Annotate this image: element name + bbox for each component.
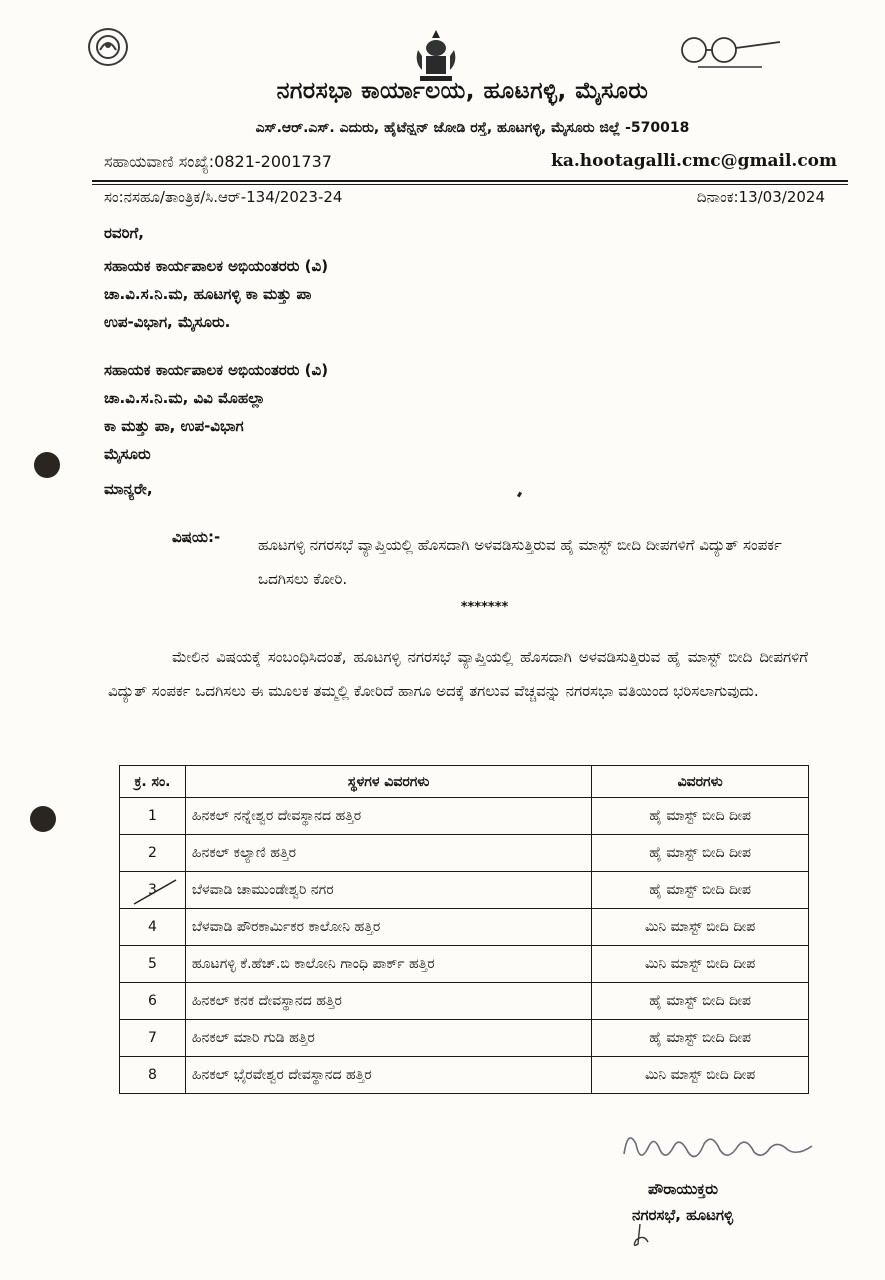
- detail-cell: ಹೈ ಮಾಸ್ಟ್ ಬೀದಿ ದೀಪ: [592, 872, 809, 909]
- header-divider-thin: [92, 184, 848, 185]
- serial-cell: [120, 872, 186, 909]
- address-line: ಉಪ-ವಿಭಾಗ, ಮೈಸೂರು.: [104, 313, 231, 331]
- detail-cell: ಹೈ ಮಾಸ್ಟ್ ಬೀದಿ ದೀಪ: [592, 798, 809, 835]
- location-cell: ಹಿನಕಲ್ ಕನಕ ದೇವಸ್ಥಾನದ ಹತ್ತಿರ: [185, 983, 591, 1020]
- table-row: [120, 798, 809, 835]
- table-row: [120, 835, 809, 872]
- swachh-bharat-logo-icon: [672, 34, 787, 74]
- office-email: ka.hootagalli.cmc@gmail.com: [551, 151, 837, 171]
- detail-cell: ಹೈ ಮಾಸ್ಟ್ ಬೀದಿ ದೀಪ: [592, 1020, 809, 1057]
- table-row: [120, 1020, 809, 1057]
- signatory-designation: ಪೌರಾಯುಕ್ತರು: [648, 1180, 718, 1198]
- reference-number: ಸಂ:ನಸಹೂ/ತಾಂತ್ರಿಕ/ಸಿ.ಆರ್-134/2023-24: [104, 188, 343, 206]
- serial-cell: 4: [120, 909, 186, 946]
- letter-date: ದಿನಾಂಕ:13/03/2024: [696, 188, 825, 206]
- salutation: ಮಾನ್ಯರೇ,: [104, 480, 153, 498]
- detail-cell: ಹೈ ಮಾಸ್ಟ್ ಬೀದಿ ದೀಪ: [592, 835, 809, 872]
- address-line: ಚಾ.ವಿ.ಸ.ನಿ.ಮ, ಹೂಟಗಳ್ಳಿ ಕಾ ಮತ್ತು ಪಾ: [104, 285, 312, 303]
- location-cell: ಹಿನಕಲ್ ಭೈರವೇಶ್ವರ ದೇವಸ್ಥಾನದ ಹತ್ತಿರ: [185, 1057, 591, 1094]
- header-location: ಸ್ಥಳಗಳ ವಿವರಗಳು: [185, 766, 591, 798]
- address-line: ಚಾ.ವಿ.ಸ.ನಿ.ಮ, ವಿವಿ ಮೊಹಲ್ಲಾ: [104, 389, 266, 407]
- location-cell: ಬೆಳವಾಡಿ ಚಾಮುಂಡೇಶ್ವರಿ ನಗರ: [185, 872, 591, 909]
- pen-strike-mark: [132, 878, 180, 906]
- helpline-number: ಸಹಾಯವಾಣಿ ಸಂಖ್ಯೆ:0821-2001737: [104, 152, 332, 171]
- header-divider: [92, 180, 848, 182]
- punch-hole: [30, 806, 56, 832]
- table-row: [120, 983, 809, 1020]
- serial-cell: 1: [120, 798, 186, 835]
- detail-cell: ಮಿನಿ ಮಾಸ್ಟ್ ಬೀದಿ ದೀಪ: [592, 909, 809, 946]
- signatory-office: ನಗರಸಭೆ, ಹೂಟಗಳ್ಳಿ: [632, 1206, 734, 1224]
- serial-cell: 5: [120, 946, 186, 983]
- detail-cell: ಮಿನಿ ಮಾಸ್ಟ್ ಬೀದಿ ದೀಪ: [592, 1057, 809, 1094]
- state-emblem-icon: [408, 26, 464, 84]
- recipient-address-1: [104, 252, 328, 336]
- organization-title: ನಗರಸಭಾ ಕಾರ್ಯಾಲಯ, ಹೂಟಗಳ್ಳಿ, ಮೈಸೂರು: [276, 78, 649, 104]
- detail-cell: ಮಿನಿ ಮಾಸ್ಟ್ ಬೀದಿ ದೀಪ: [592, 946, 809, 983]
- address-line: ಮೈಸೂರು: [104, 445, 151, 463]
- address-line: ಕಾ ಮತ್ತು ಪಾ, ಉಪ-ವಿಭಾಗ: [104, 417, 244, 435]
- table-row: [120, 872, 809, 909]
- location-cell: ಹಿನಕಲ್ ನನ್ನೇಶ್ವರ ದೇವಸ್ಥಾನದ ಹತ್ತಿರ: [185, 798, 591, 835]
- subject-text: ಹೂಟಗಳ್ಳಿ ನಗರಸಭೆ ವ್ಯಾಪ್ತಿಯಲ್ಲಿ ಹೊಸದಾಗಿ ಅಳವಡಿಸುತ್ತಿರುವ ಹೈ ಮಾಸ್ಟ್ ಬೀದಿ ದೀಪಗಳಿಗೆ ವಿದ್ಯುತ್ ಸಂಪರ್ಕ ಒದಗಿಸಲು ಕೋರಿ.: [258, 536, 782, 588]
- location-cell: ಹಿನಕಲ್ ಮಾರಿ ಗುಡಿ ಹತ್ತಿರ: [185, 1020, 591, 1057]
- municipal-logo-icon: [88, 28, 128, 66]
- serial-cell: 7: [120, 1020, 186, 1057]
- serial-cell: 2: [120, 835, 186, 872]
- table-row: [120, 1057, 809, 1094]
- subject-label: ವಿಷಯ:-: [172, 528, 221, 546]
- location-cell: ಹಿನಕಲ್ ಕಲ್ಯಾಣಿ ಹತ್ತಿರ: [185, 835, 591, 872]
- table-row: [120, 946, 809, 983]
- ink-speck: [517, 492, 522, 498]
- header-details: ವಿವರಗಳು: [592, 766, 809, 798]
- serial-cell: 8: [120, 1057, 186, 1094]
- section-separator: *******: [460, 600, 509, 615]
- detail-cell: ಹೈ ಮಾಸ್ಟ್ ಬೀದಿ ದೀಪ: [592, 983, 809, 1020]
- location-cell: ಹೂಟಗಳ್ಳಿ ಕೆ.ಹೆಚ್.ಬಿ ಕಾಲೋನಿ ಗಾಂಧಿ ಪಾರ್ಕ್ ಹತ್ತಿರ: [185, 946, 591, 983]
- serial-cell: 6: [120, 983, 186, 1020]
- table-row: [120, 909, 809, 946]
- initial-mark: [628, 1222, 652, 1250]
- body-paragraph: ಮೇಲಿನ ವಿಷಯಕ್ಕೆ ಸಂಬಂಧಿಸಿದಂತೆ, ಹೂಟಗಳ್ಳಿ ನಗರಸಭೆ ವ್ಯಾಪ್ತಿಯಲ್ಲಿ ಹೊಸದಾಗಿ ಅಳವಡಿಸುತ್ತಿರುವ ಹೈ ಮಾಸ್ಟ್ ಬೀದಿ ದೀಪಗಳಿಗೆ ವಿದ್ಯುತ್ ಸಂಪರ್ಕ ಒದಗಿಸಲು ಈ ಮೂಲಕ ತಮ್ಮಲ್ಲಿ ಕೋರಿದೆ ಹಾಗೂ ಅದಕ್ಕೆ ತಗಲುವ ವೆಚ್ಚವನ್ನು ನಗರಸಭಾ ವತಿಯಿಂದ ಭರಿಸಲಾಗುವುದು.: [108, 648, 808, 700]
- location-cell: ಬೆಳವಾಡಿ ಪೌರಕಾರ್ಮಿಕರ ಕಾಲೋನಿ ಹತ್ತಿರ: [185, 909, 591, 946]
- punch-hole: [34, 452, 60, 478]
- header-serial: ಕ್ರ. ಸಂ.: [120, 766, 186, 798]
- locations-table: [119, 765, 809, 1094]
- address-line: ಸಹಾಯಕ ಕಾರ್ಯಪಾಲಕ ಅಭಿಯಂತರರು (ವಿ): [104, 257, 329, 275]
- address-line: ಸಹಾಯಕ ಕಾರ್ಯಪಾಲಕ ಅಭಿಯಂತರರು (ವಿ): [104, 361, 329, 379]
- recipient-address-2: [104, 356, 328, 468]
- recipient-label: ರವರಿಗೆ,: [104, 224, 144, 242]
- office-address: ಎಸ್.ಆರ್.ಎಸ್. ಎದುರು, ಹೈಟೆನ್ಷನ್ ಜೋಡಿ ರಸ್ತೆ, ಹೂಟಗಳ್ಳಿ, ಮೈಸೂರು ಜಿಲ್ಲೆ -570018: [255, 120, 690, 136]
- serial-value: 3: [148, 882, 157, 898]
- table-header-row: [120, 766, 809, 798]
- signature-mark: [618, 1124, 818, 1174]
